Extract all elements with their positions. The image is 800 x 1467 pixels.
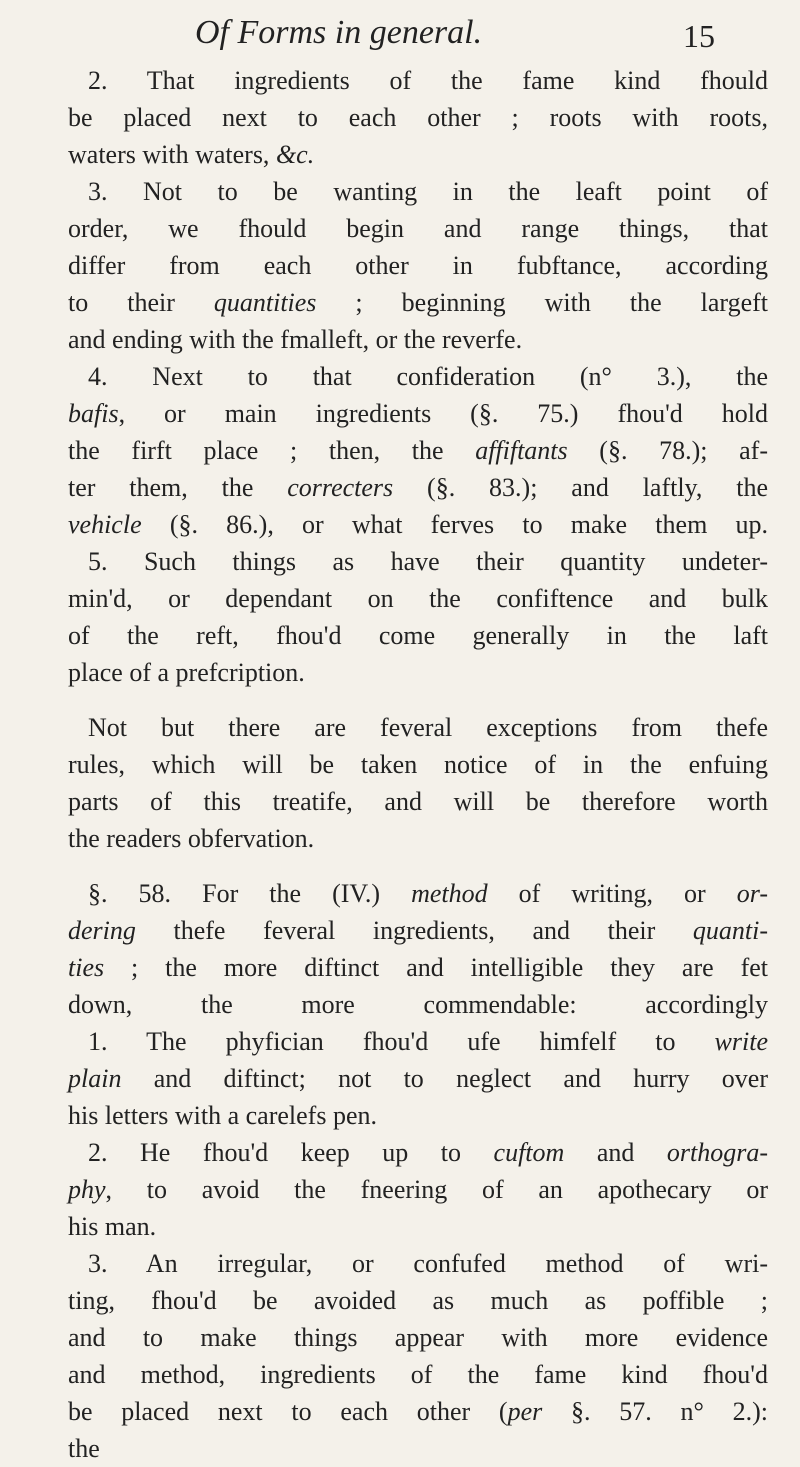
catchword: the (68, 1434, 100, 1463)
text-line: plain and diftinct; not to neglect and hurry over (68, 1064, 768, 1093)
text-line: §. 58. For the (IV.) method of writing, or or- (88, 879, 769, 908)
text-line: vehicle (§. 86.), or what ferves to make them up. (68, 510, 768, 539)
text-line: 2. He fhou'd keep up to cuftom and orthogra- (88, 1138, 769, 1167)
text-line: 4. Next to that confideration (n° 3.), the (88, 362, 768, 391)
text-line: of the reft, fhou'd come generally in the laft (68, 621, 768, 650)
text-line: 2. That ingredients of the fame kind fhould (88, 66, 768, 95)
text-line: and method, ingredients of the fame kind fhou'd (68, 1360, 768, 1389)
text-line: down, the more commendable: accordingly (68, 990, 768, 1019)
text-line: dering thefe feveral ingredients, and their quanti- (68, 916, 768, 945)
text-line: be placed next to each other (per §. 57. n° 2.): (68, 1397, 769, 1426)
text-line: 1. The phyfician fhou'd ufe himfelf to write (88, 1027, 768, 1056)
text-line: min'd, or dependant on the confiftence and bulk (68, 584, 768, 613)
text-line: his man. (68, 1212, 157, 1241)
text-line: Not but there are feveral exceptions from thefe (88, 713, 768, 742)
text-line: be placed next to each other ; roots with roots, (68, 103, 768, 132)
text-line: rules, which will be taken notice of in the enfuing (68, 750, 768, 779)
text-line: place of a prefcription. (68, 658, 305, 687)
text-line: ter them, the correcters (§. 83.); and laftly, the (68, 473, 768, 502)
text-line: his letters with a carelefs pen. (68, 1101, 377, 1130)
text-line: order, we fhould begin and range things, that (68, 214, 768, 243)
text-line: the readers obfervation. (68, 824, 315, 853)
text-line: 3. An irregular, or confufed method of wri- (88, 1249, 768, 1278)
body-text (68, 62, 768, 1467)
text-line: parts of this treatife, and will be therefore worth (68, 787, 768, 816)
text-line: waters with waters, &c. (68, 140, 315, 169)
text-line: and to make things appear with more evidence (68, 1323, 768, 1352)
page-number: 15 (683, 18, 715, 54)
text-line: 5. Such things as have their quantity undeter- (88, 547, 768, 576)
text-line: the firft place ; then, the affiftants (§. 78.); af- (68, 436, 769, 465)
text-line: to their quantities ; beginning with the largeft (68, 288, 768, 317)
text-line: phy, to avoid the fneering of an apothecary or (68, 1175, 768, 1204)
page-header (0, 12, 800, 60)
running-title: Of Forms in general. (195, 14, 483, 51)
text-line: 3. Not to be wanting in the leaft point of (88, 177, 768, 206)
text-line: ting, fhou'd be avoided as much as poffible ; (68, 1286, 768, 1315)
text-line: and ending with the fmalleft, or the reverfe. (68, 325, 523, 354)
text-line: ties ; the more diftinct and intelligible they are fet (68, 953, 768, 982)
text-line: differ from each other in fubftance, according (68, 251, 768, 280)
text-line: bafis, or main ingredients (§. 75.) fhou'd hold (68, 399, 768, 428)
